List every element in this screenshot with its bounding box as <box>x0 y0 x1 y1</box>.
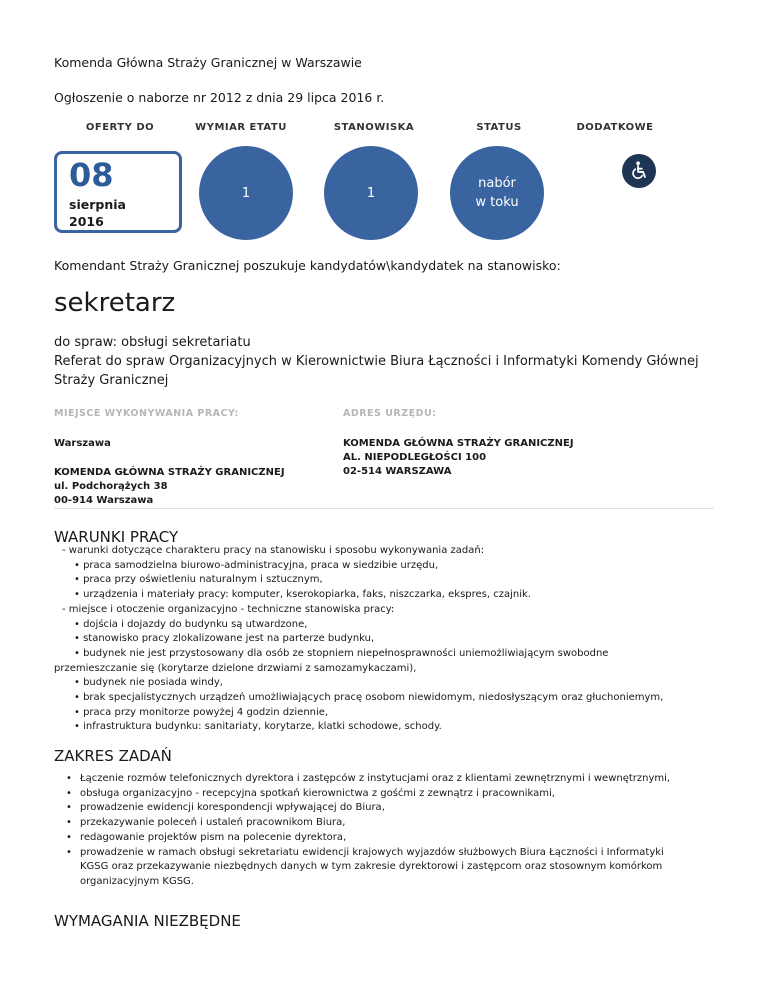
condition-line: - warunki dotyczące charakteru pracy na stanowisku i sposobu wykonywania zadań: <box>62 545 485 556</box>
condition-line: • urządzenia i materiały pracy: komputer, kserokopiarka, faks, niszczarka, ekspres, czajnik. <box>74 589 531 601</box>
condition-line: • dojścia i dojazdy do budynku są utwardzone, <box>74 618 308 630</box>
header-extra: DODATKOWE <box>576 122 654 133</box>
workplace-address <box>54 466 285 508</box>
condition-line: • budynek nie posiada windy, <box>74 677 223 689</box>
requirements-title: WYMAGANIA NIEZBĘDNE <box>54 912 241 930</box>
positions-value: 1 <box>366 185 376 201</box>
position-title: sekretarz <box>54 288 176 318</box>
condition-line: • stanowisko pracy zlokalizowane jest na parterze budynku, <box>74 633 375 645</box>
institution-name: Komenda Główna Straży Granicznej w Warszawie <box>54 55 362 70</box>
condition-line: • praca przy monitorze powyżej 4 godzin dziennie, <box>74 706 329 718</box>
status-line-1: nabór <box>478 176 516 191</box>
status-circle <box>450 146 544 240</box>
condition-line: • infrastruktura budynku: sanitariaty, korytarze, klatki schodowe, schody. <box>74 721 442 733</box>
conditions-title: WARUNKI PRACY <box>54 528 179 546</box>
workplace-line: 00-914 Warszawa <box>54 495 154 506</box>
duty-continuation: organizacyjnym KGSG. <box>80 875 194 887</box>
deadline-year: 2016 <box>69 214 104 229</box>
section-divider <box>54 508 714 509</box>
conditions-list <box>54 544 742 735</box>
office-line: 02-514 WARSZAWA <box>343 466 452 477</box>
condition-line: - miejsce i otoczenie organizacyjno - techniczne stanowiska pracy: <box>62 603 395 615</box>
header-status: STATUS <box>476 122 522 133</box>
header-deadline: OFERTY DO <box>85 122 155 133</box>
duty-item: • prowadzenie ewidencji korespondencji wpływającej do Biura, <box>54 801 734 816</box>
office-label: ADRES URZĘDU: <box>343 408 437 419</box>
header-positions: STANOWISKA <box>333 122 415 133</box>
deadline-day: 08 <box>69 156 114 194</box>
etat-value: 1 <box>241 185 251 201</box>
duties-title: ZAKRES ZADAŃ <box>54 747 172 765</box>
office-line: AL. NIEPODLEGŁOŚCI 100 <box>343 452 487 463</box>
duty-item: • przekazywanie poleceń i ustaleń pracownikom Biura, <box>54 816 734 831</box>
duty-item: • obsługa organizacyjno - recepcyjna spotkań kierownictwa z gośćmi z zewnątrz i pracownikami, <box>54 787 734 802</box>
header-etat: WYMIAR ETATU <box>195 122 287 133</box>
deadline-box <box>54 151 182 233</box>
office-address <box>343 437 574 479</box>
intro-text: Komendant Straży Granicznej poszukuje kandydatów\kandydatek na stanowisko: <box>54 258 561 273</box>
position-subtitle: do spraw: obsługi sekretariatu <box>54 335 251 350</box>
announcement-title: Ogłoszenie o naborze nr 2012 z dnia 29 lipca 2016 r. <box>54 90 385 105</box>
duties-list <box>54 772 734 890</box>
position-unit-line-2: Straży Granicznej <box>54 373 169 388</box>
workplace-label: MIEJSCE WYKONYWANIA PRACY: <box>54 408 239 419</box>
duty-continuation: KGSG oraz przekazywanie niezbędnych danych w tym zakresie dyrektorowi i zastępcom oraz stosownym komórkom <box>80 861 663 873</box>
condition-line: • budynek nie jest przystosowany dla osób ze stopniem niepełnosprawności uniemożliwiającym swobodne <box>74 647 609 659</box>
status-line-2: w toku <box>475 195 519 210</box>
duty-item: • redagowanie projektów pism na polecenie dyrektora, <box>54 831 734 846</box>
position-unit-line-1: Referat do spraw Organizacyjnych w Kierownictwie Biura Łączności i Informatyki Komendy Głównej <box>54 354 699 369</box>
workplace-city: Warszawa <box>54 438 111 449</box>
workplace-line: KOMENDA GŁÓWNA STRAŻY GRANICZNEJ <box>54 467 285 478</box>
workplace-line: ul. Podchorążych 38 <box>54 481 168 492</box>
condition-line: • praca samodzielna biurowo-administracyjna, praca w siedzibie urzędu, <box>74 559 439 571</box>
condition-line: • brak specjalistycznych urządzeń umożliwiających pracę osobom niewidomym, niedosłyszącym oraz głuchoniemym, <box>74 692 664 704</box>
condition-line: przemieszczanie się (korytarze dzielone drzwiami z samozamykaczami), <box>54 662 417 674</box>
office-line: KOMENDA GŁÓWNA STRAŻY GRANICZNEJ <box>343 438 574 449</box>
wheelchair-icon <box>622 154 656 188</box>
deadline-month-year <box>69 196 126 230</box>
condition-line: • praca przy oświetleniu naturalnym i sztucznym, <box>74 574 323 586</box>
duty-item: • Łączenie rozmów telefonicznych dyrektora i zastępców z instytucjami oraz z klientami zewnętrznymi i wewnętrznymi, <box>54 772 734 787</box>
deadline-month: sierpnia <box>69 197 126 212</box>
positions-circle <box>324 146 418 240</box>
etat-circle <box>199 146 293 240</box>
status-value <box>475 174 518 212</box>
duty-item: • prowadzenie w ramach obsługi sekretariatu ewidencji krajowych wyjazdów służbowych Biura Łączności i Informatyki <box>54 846 734 861</box>
